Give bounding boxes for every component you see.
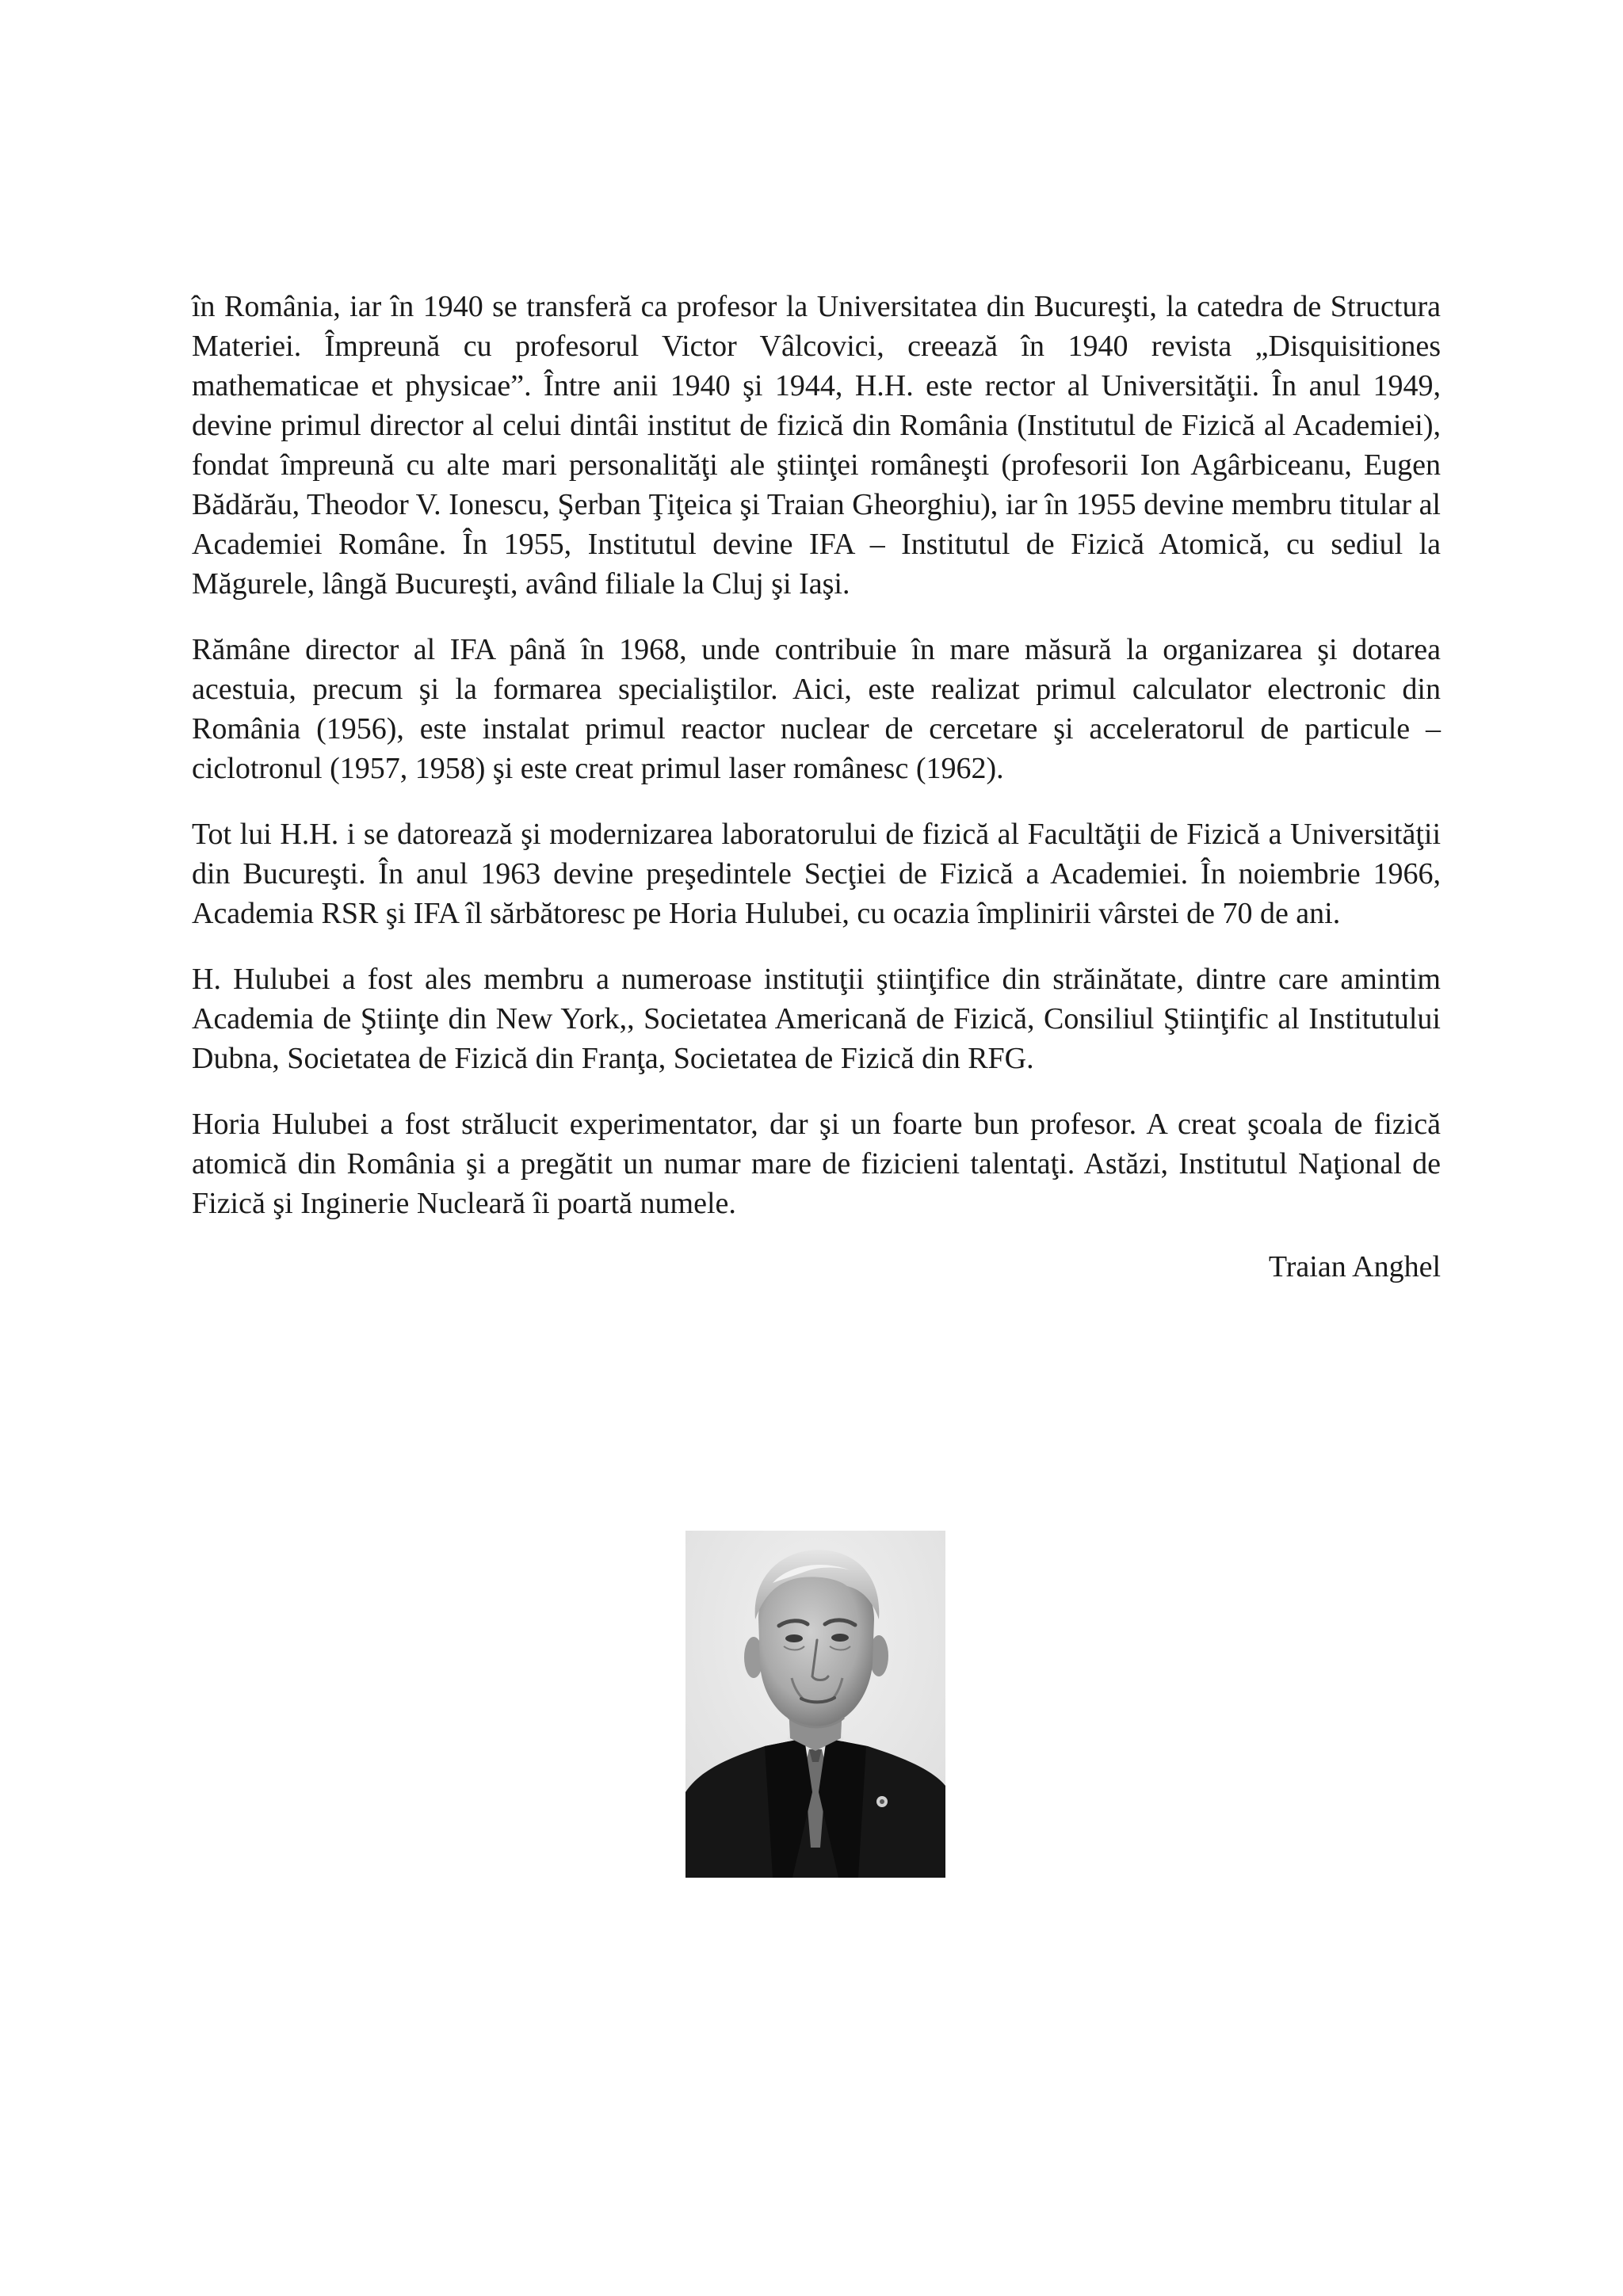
paragraph-5: Horia Hulubei a fost strălucit experimentator, dar şi un foarte bun profesor. A creat şcoala de fizică atomică din România şi a pregătit un numar mare de fizicieni talentaţi. Astăzi, Institutul Naţional de Fizică şi Inginerie Nucleară îi poartă numele. <box>192 1108 1441 1220</box>
left-eye <box>785 1634 803 1642</box>
document-body <box>192 287 1441 1313</box>
paragraph-3: Tot lui H.H. i se datorează şi modernizarea laboratorului de fizică al Facultăţii de Fizică a Universităţii din Bucureşti. În anul 1963 devine preşedintele Secţiei de Fizică a Academiei. În noiembrie 1966, Academia RSR şi IFA îl sărbătoresc pe Horia Hulubei, cu ocazia împlinirii vârstei de 70 de ani. <box>192 818 1441 930</box>
right-eye <box>831 1634 849 1642</box>
paragraph-4: H. Hulubei a fost ales membru a numeroase instituţii ştiinţifice din străinătate, dintre care amintim Academia de Ştiinţe din New York,, Societatea Americană de Fizică, Consiliul Ştiinţific al Institutului Dubna, Societatea de Fizică din Franţa, Societatea de Fizică din RFG. <box>192 963 1441 1075</box>
paragraph-2: Rămâne director al IFA până în 1968, unde contribuie în mare măsură la organizarea şi dotarea acestuia, precum şi la formarea specialiştilor. Aici, este realizat primul calculator electronic din România (1956), este instalat primul reactor nuclear de cercetare şi acceleratorul de particule – ciclotronul (1957, 1958) şi este creat primul laser românesc (1962). <box>192 633 1441 785</box>
portrait-illustration <box>685 1531 945 1878</box>
author-signature: Traian Anghel <box>1268 1250 1441 1283</box>
paragraph-1: în România, iar în 1940 se transferă ca profesor la Universitatea din Bucureşti, la catedra de Structura Materiei. Împreună cu profesorul Victor Vâlcovici, creează în 1940 revista „Disquisitiones mathematicae et physicae”. Între anii 1940 şi 1944, H.H. este rector al Universităţii. În anul 1949, devine primul director al celui dintâi institut de fizică din România (Institutul de Fizică al Academiei), fondat împreună cu alte mari personalităţi ale ştiinţei româneşti (profesorii Ion Agârbiceanu, Eugen Bădărău, Theodor V. Ionescu, Şerban Ţiţeica şi Traian Gheorghiu), iar în 1955 devine membru titular al Academiei Române. În 1955, Institutul devine IFA – Institutul de Fizică Atomică, cu sediul la Măgurele, lângă Bucureşti, având filiale la Cluj şi Iaşi. <box>192 290 1441 601</box>
portrait-photo <box>685 1531 945 1878</box>
